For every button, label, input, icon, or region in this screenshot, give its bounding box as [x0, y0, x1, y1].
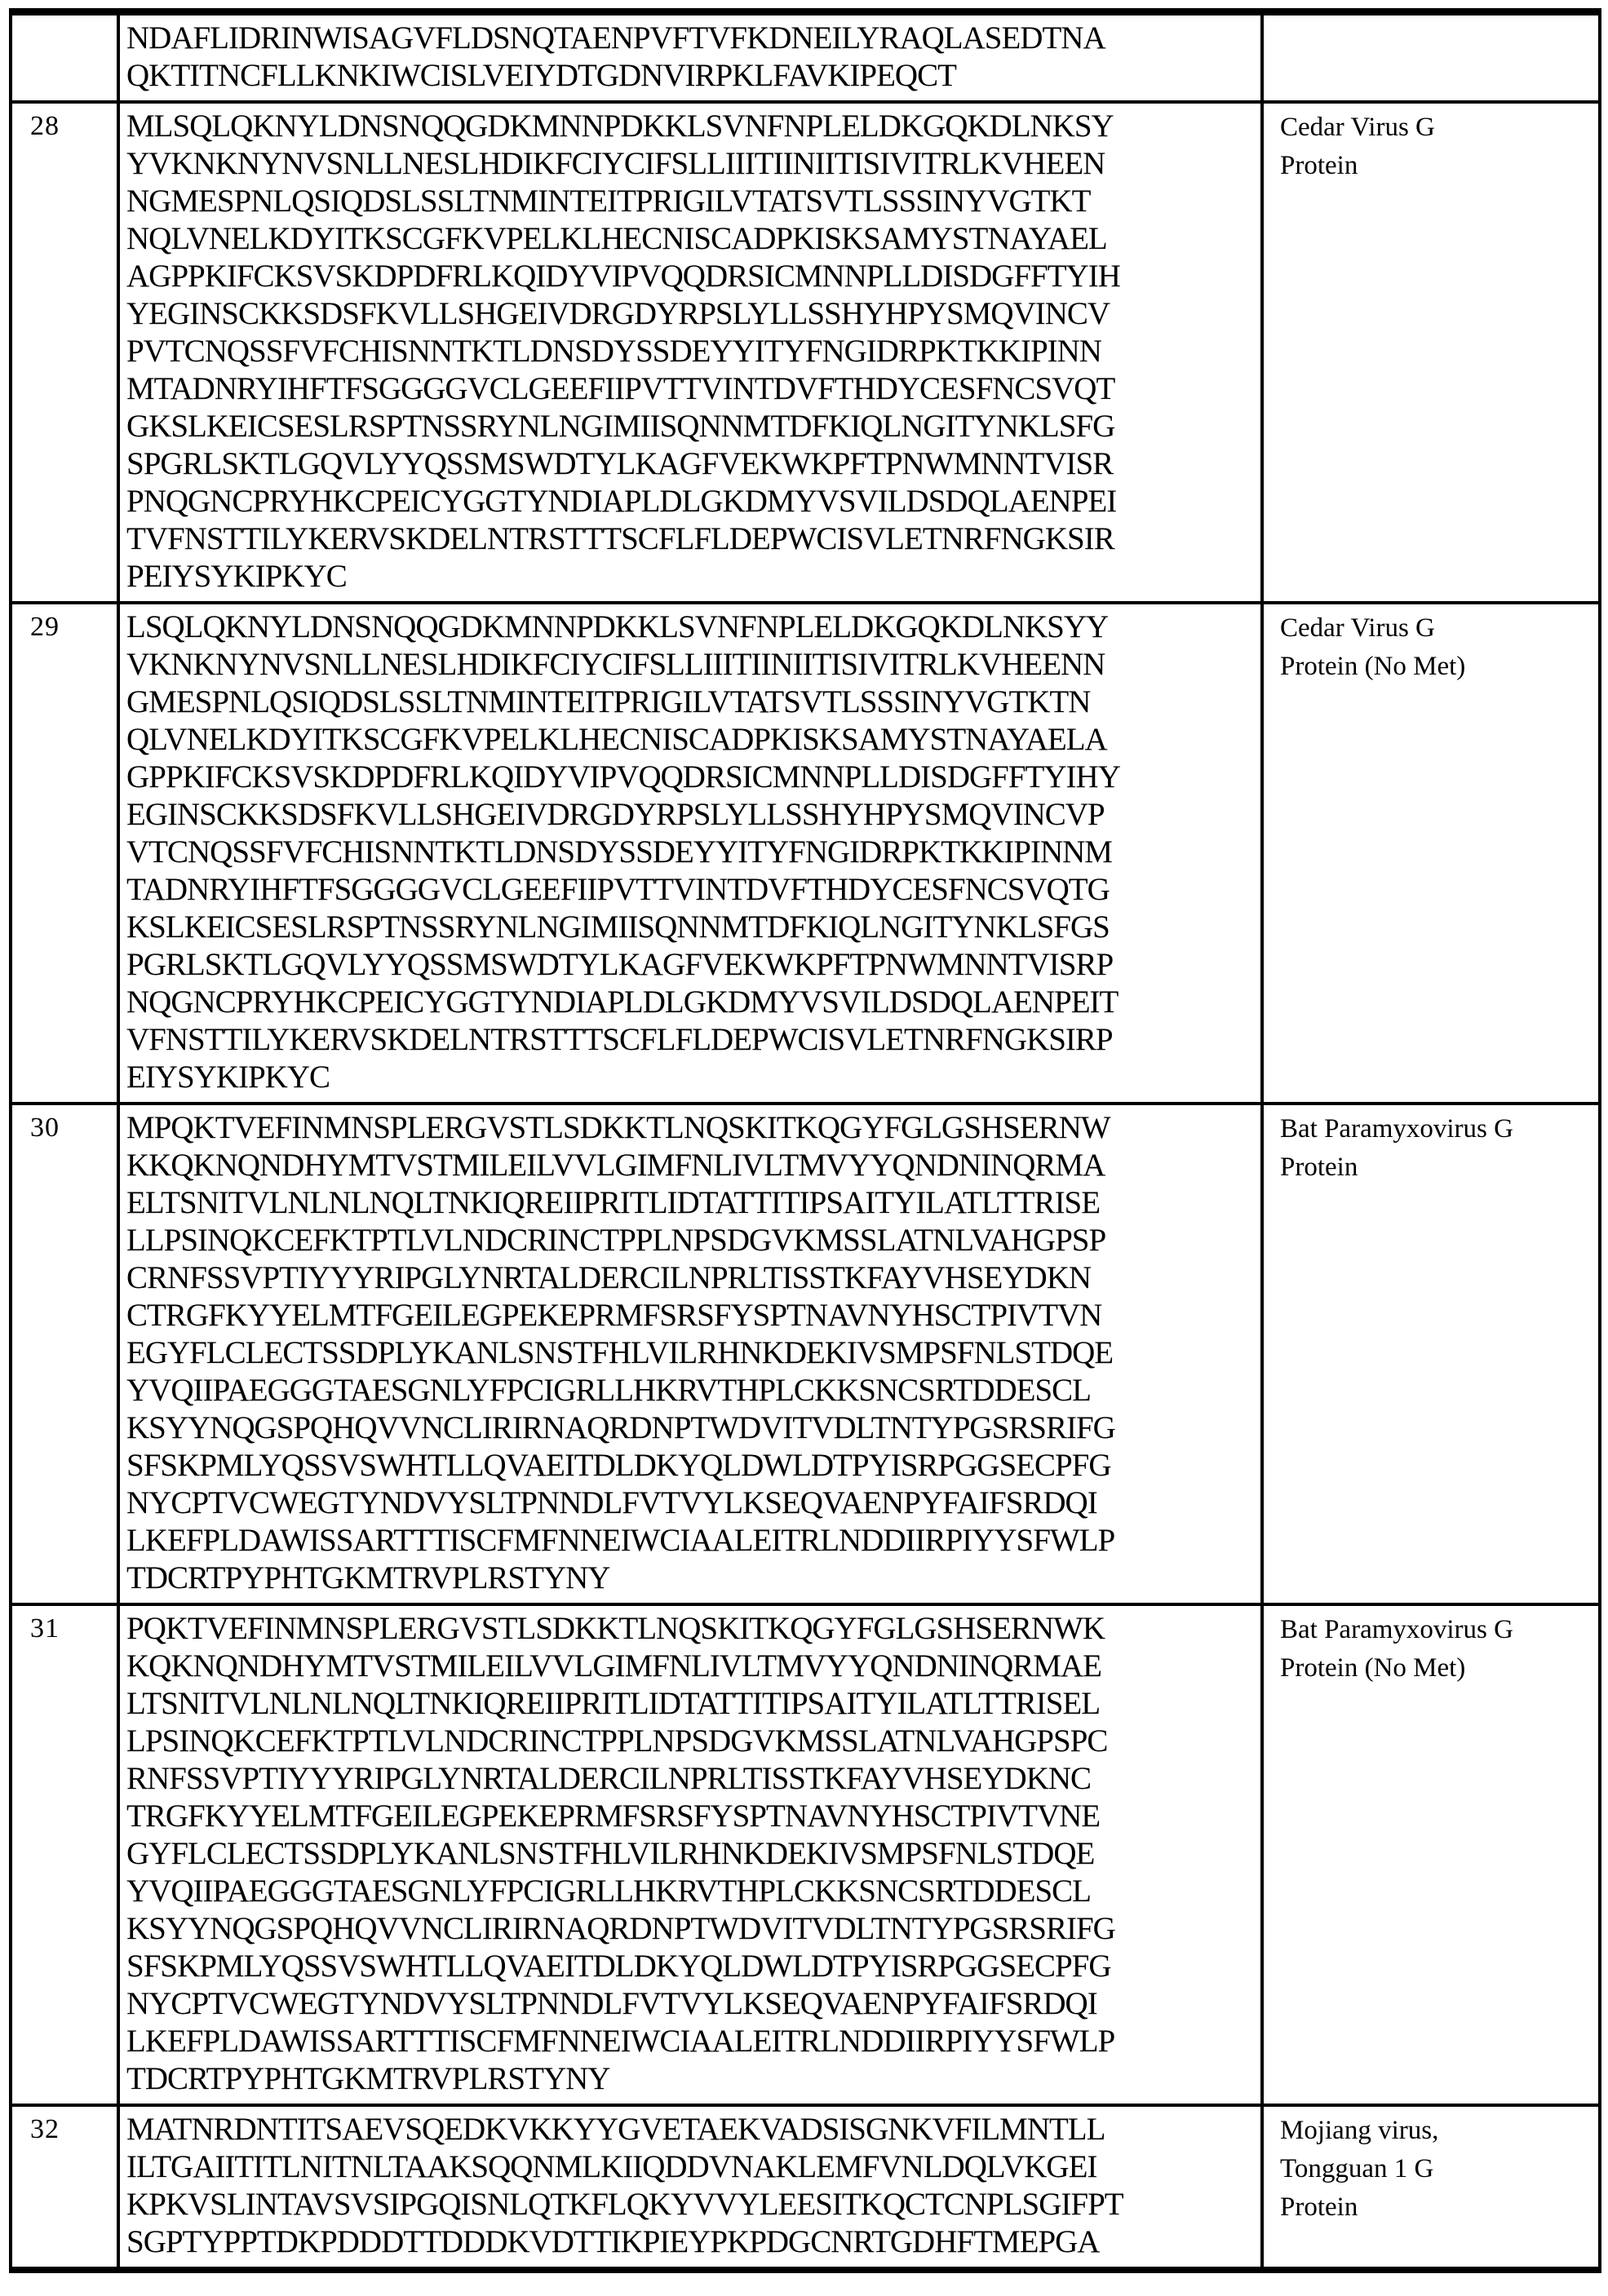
sequence-line: SGPTYPPTDKPDDDTTDDDKVDTTIKPIEYPKPDGCNRTGDHFTMEPGA	[126, 2224, 1100, 2259]
seq-id-cell: 32	[11, 2105, 118, 2270]
sequence-line: PNQGNCPRYHKCPEICYGGTYNDIAPLDLGKDMYVSVILDSDQLAENPEI	[126, 484, 1117, 519]
sequence-cell	[118, 12, 1262, 103]
sequence-line: MTADNRYIHFTFSGGGGVCLGEEFIIPVTTVINTDVFTHDYCESFNCSVQT	[126, 371, 1115, 406]
sequence-line: YEGINSCKKSDSFKVLLSHGEIVDRGDYRPSLYLLSSHYHPYSMQVINCV	[126, 296, 1110, 331]
seq-id-cell: 29	[11, 603, 118, 1104]
sequence-line: LPSINQKCEFKTPTLVLNDCRINCTPPLNPSDGVKMSSLATNLVAHGPSPC	[126, 1723, 1108, 1758]
table-row	[11, 2105, 1600, 2270]
sequence-line: TVFNSTTILYKERVSKDELNTRSTTTSCFLFLDEPWCISVLETNRFNGKSIR	[126, 521, 1114, 556]
sequence-line: LLPSINQKCEFKTPTLVLNDCRINCTPPLNPSDGVKMSSLATNLVAHGPSP	[126, 1223, 1106, 1258]
sequence-line: NYCPTVCWEGTYNDVYSLTPNNDLFVTVYLKSEQVAENPYFAIFSRDQI	[126, 1986, 1097, 2021]
sequence-line: NDAFLIDRINWISAGVFLDSNQTAENPVFTVFKDNEILYRAQLASEDTNA	[126, 20, 1105, 55]
description-cell	[1262, 603, 1600, 1104]
table-row	[11, 1604, 1600, 2105]
sequence-cell	[118, 2105, 1262, 2270]
sequence-line: EIYSYKIPKYC	[126, 1060, 330, 1095]
description-cell	[1262, 2105, 1600, 2270]
sequence-line: QKTITNCFLLKNKIWCISLVEIYDTGDNVIRPKLFAVKIPEQCT	[126, 58, 956, 93]
seq-id-cell: 28	[11, 102, 118, 603]
seq-id-cell: 31	[11, 1604, 118, 2105]
sequence-cell	[118, 1604, 1262, 2105]
sequence-line: EGINSCKKSDSFKVLLSHGEIVDRGDYRPSLYLLSSHYHPYSMQVINCVP	[126, 797, 1105, 832]
sequence-line: YVQIIPAEGGGTAESGNLYFPCIGRLLHKRVTHPLCKKSNCSRTDDESCL	[126, 1874, 1092, 1909]
sequence-line: VKNKNYNVSNLLNESLHDIKFCIYCIFSLLIIITIINIITISIVITRLKVHEENN	[126, 647, 1105, 682]
description-cell	[1262, 1604, 1600, 2105]
sequence-line: LKEFPLDAWISSARTTTISCFMFNNEIWCIAALEITRLNDDIIRPIYYSFWLP	[126, 1523, 1115, 1558]
sequence-line: CTRGFKYYELMTFGEILEGPEKEPRMFSRSFYSPTNAVNYHSCTPIVTVN	[126, 1298, 1102, 1333]
sequence-line: YVQIIPAEGGGTAESGNLYFPCIGRLLHKRVTHPLCKKSNCSRTDDESCL	[126, 1373, 1092, 1408]
seq-id-cell: 30	[11, 1104, 118, 1604]
description-line: Bat Paramyxovirus G	[1280, 1114, 1513, 1144]
sequence-line: KPKVSLINTAVSVSIPGQISNLQTKFLQKYVVYLEESITKQCTCNPLSGIFPT	[126, 2187, 1123, 2222]
sequence-line: ILTGAIITITLNITNLTAAKSQQNMLKIIQDDVNAKLEMFVNLDQLVKGEI	[126, 2149, 1097, 2184]
sequence-line: MLSQLQKNYLDNSNQQGDKMNNPDKKLSVNFNPLELDKGQKDLNKSY	[126, 108, 1114, 144]
sequence-line: QLVNELKDYITKSCGFKVPELKLHECNISCADPKISKSAMYSTNAYAELA	[126, 722, 1107, 757]
description-line: Protein	[1280, 2192, 1358, 2222]
table-row	[11, 603, 1600, 1104]
sequence-line: NYCPTVCWEGTYNDVYSLTPNNDLFVTVYLKSEQVAENPYFAIFSRDQI	[126, 1485, 1097, 1520]
sequence-line: KSYYNQGSPQHQVVNCLIRIRNAQRDNPTWDVITVDLTNTYPGSRSRIFG	[126, 1911, 1115, 1946]
sequence-line: NQGNCPRYHKCPEICYGGTYNDIAPLDLGKDMYVSVILDSDQLAENPEIT	[126, 984, 1119, 1020]
sequence-line: YVKNKNYNVSNLLNESLHDIKFCIYCIFSLLIIITIINIITISIVITRLKVHEEN	[126, 146, 1105, 181]
table-row	[11, 1104, 1600, 1604]
sequence-line: GYFLCLECTSSDPLYKANLSNSTFHLVILRHNKDEKIVSMPSFNLSTDQE	[126, 1836, 1095, 1871]
sequence-line: TDCRTPYPHTGKMTRVPLRSTYNY	[126, 1560, 610, 1595]
description-line: Tongguan 1 G	[1280, 2154, 1434, 2183]
sequence-line: GKSLKEICSESLRSPTNSSRYNLNGIMIISQNNMTDFKIQLNGITYNKLSFG	[126, 409, 1115, 444]
description-line: Mojiang virus,	[1280, 2116, 1439, 2145]
sequence-line: GMESPNLQSIQDSLSSLTNMINTEITPRIGILVTATSVTLSSSINYVGTKTN	[126, 684, 1091, 719]
description-line: Cedar Virus G	[1280, 113, 1435, 142]
sequence-line: AGPPKIFCKSVSKDPDFRLKQIDYVIPVQQDRSICMNNPLLDISDGFFTYIH	[126, 259, 1120, 294]
description-line: Protein (No Met)	[1280, 1653, 1466, 1683]
sequence-line: SPGRLSKTLGQVLYYQSSMSWDTYLKAGFVEKWKPFTPNWMNNTVISR	[126, 446, 1114, 481]
sequence-line: NGMESPNLQSIQDSLSSLTNMINTEITPRIGILVTATSVTLSSSINYVGTKT	[126, 184, 1091, 219]
sequence-line: VTCNQSSFVFCHISNNTKTLDNSDYSSDEYYITYFNGIDRPKTKKIPINNM	[126, 834, 1112, 869]
description-line: Protein	[1280, 151, 1358, 180]
table-row	[11, 102, 1600, 603]
sequence-line: MATNRDNTITSAEVSQEDKVKKYYGVETAEKVADSISGNKVFILMNTLL	[126, 2112, 1105, 2147]
sequence-line: MPQKTVEFINMNSPLERGVSTLSDKKTLNQSKITKQGYFGLGSHSERNW	[126, 1110, 1110, 1145]
description-cell	[1262, 1104, 1600, 1604]
sequence-line: TRGFKYYELMTFGEILEGPEKEPRMFSRSFYSPTNAVNYHSCTPIVTVNE	[126, 1798, 1101, 1834]
description-line: Protein (No Met)	[1280, 652, 1466, 681]
sequence-line: EGYFLCLECTSSDPLYKANLSNSTFHLVILRHNKDEKIVSMPSFNLSTDQE	[126, 1335, 1114, 1370]
description-cell	[1262, 102, 1600, 603]
sequence-line: PEIYSYKIPKYC	[126, 559, 347, 594]
sequence-line: SFSKPMLYQSSVSWHTLLQVAEITDLDKYQLDWLDTPYISRPGGSECPFG	[126, 1448, 1111, 1483]
sequence-line: KSLKEICSESLRSPTNSSRYNLNGIMIISQNNMTDFKIQLNGITYNKLSFGS	[126, 909, 1110, 945]
description-line: Cedar Virus G	[1280, 613, 1435, 643]
sequence-line: PVTCNQSSFVFCHISNNTKTLDNSDYSSDEYYITYFNGIDRPKTKKIPINN	[126, 334, 1101, 369]
sequence-line: RNFSSVPTIYYYRIPGLYNRTALDERCILNPRLTISSTKFAYVHSEYDKNC	[126, 1761, 1092, 1796]
sequence-line: TADNRYIHFTFSGGGGVCLGEEFIIPVTTVINTDVFTHDYCESFNCSVQTG	[126, 872, 1110, 907]
sequence-line: SFSKPMLYQSSVSWHTLLQVAEITDLDKYQLDWLDTPYISRPGGSECPFG	[126, 1949, 1111, 1984]
sequence-cell	[118, 102, 1262, 603]
sequence-line: ELTSNITVLNLNLNQLTNKIQREIIPRITLIDTATTITIPSAITYILATLTTRISE	[126, 1185, 1101, 1220]
sequence-table-body	[11, 12, 1600, 2271]
sequence-line: CRNFSSVPTIYYYRIPGLYNRTALDERCILNPRLTISSTKFAYVHSEYDKN	[126, 1260, 1092, 1295]
sequence-line: GPPKIFCKSVSKDPDFRLKQIDYVIPVQQDRSICMNNPLLDISDGFFTYIHY	[126, 759, 1120, 794]
sequence-line: PQKTVEFINMNSPLERGVSTLSDKKTLNQSKITKQGYFGLGSHSERNWK	[126, 1611, 1105, 1646]
sequence-cell	[118, 1104, 1262, 1604]
seq-id-cell	[11, 12, 118, 103]
sequence-line: TDCRTPYPHTGKMTRVPLRSTYNY	[126, 2061, 610, 2096]
sequence-line: LKEFPLDAWISSARTTTISCFMFNNEIWCIAALEITRLNDDIIRPIYYSFWLP	[126, 2024, 1115, 2059]
sequence-line: KSYYNQGSPQHQVVNCLIRIRNAQRDNPTWDVITVDLTNTYPGSRSRIFG	[126, 1410, 1115, 1445]
sequence-line: LTSNITVLNLNLNQLTNKIQREIIPRITLIDTATTITIPSAITYILATLTTRISEL	[126, 1686, 1101, 1721]
sequence-line: KKQKNQNDHYMTVSTMILEILVVLGIMFNLIVLTMVYYQNDNINQRMA	[126, 1148, 1105, 1183]
description-line: Protein	[1280, 1152, 1358, 1182]
description-line: Bat Paramyxovirus G	[1280, 1615, 1513, 1644]
sequence-line: PGRLSKTLGQVLYYQSSMSWDTYLKAGFVEKWKPFTPNWMNNTVISRP	[126, 947, 1114, 982]
sequence-line: VFNSTTILYKERVSKDELNTRSTTTSCFLFLDEPWCISVLETNRFNGKSIRP	[126, 1022, 1113, 1057]
sequence-line: LSQLQKNYLDNSNQQGDKMNNPDKKLSVNFNPLELDKGQKDLNKSYY	[126, 609, 1109, 644]
description-cell	[1262, 12, 1600, 103]
sequence-line: NQLVNELKDYITKSCGFKVPELKLHECNISCADPKISKSAMYSTNAYAEL	[126, 221, 1107, 256]
sequence-table	[9, 8, 1601, 2273]
sequence-line: KQKNQNDHYMTVSTMILEILVVLGIMFNLIVLTMVYYQNDNINQRMAE	[126, 1648, 1101, 1683]
sequence-cell	[118, 603, 1262, 1104]
table-row	[11, 12, 1600, 103]
